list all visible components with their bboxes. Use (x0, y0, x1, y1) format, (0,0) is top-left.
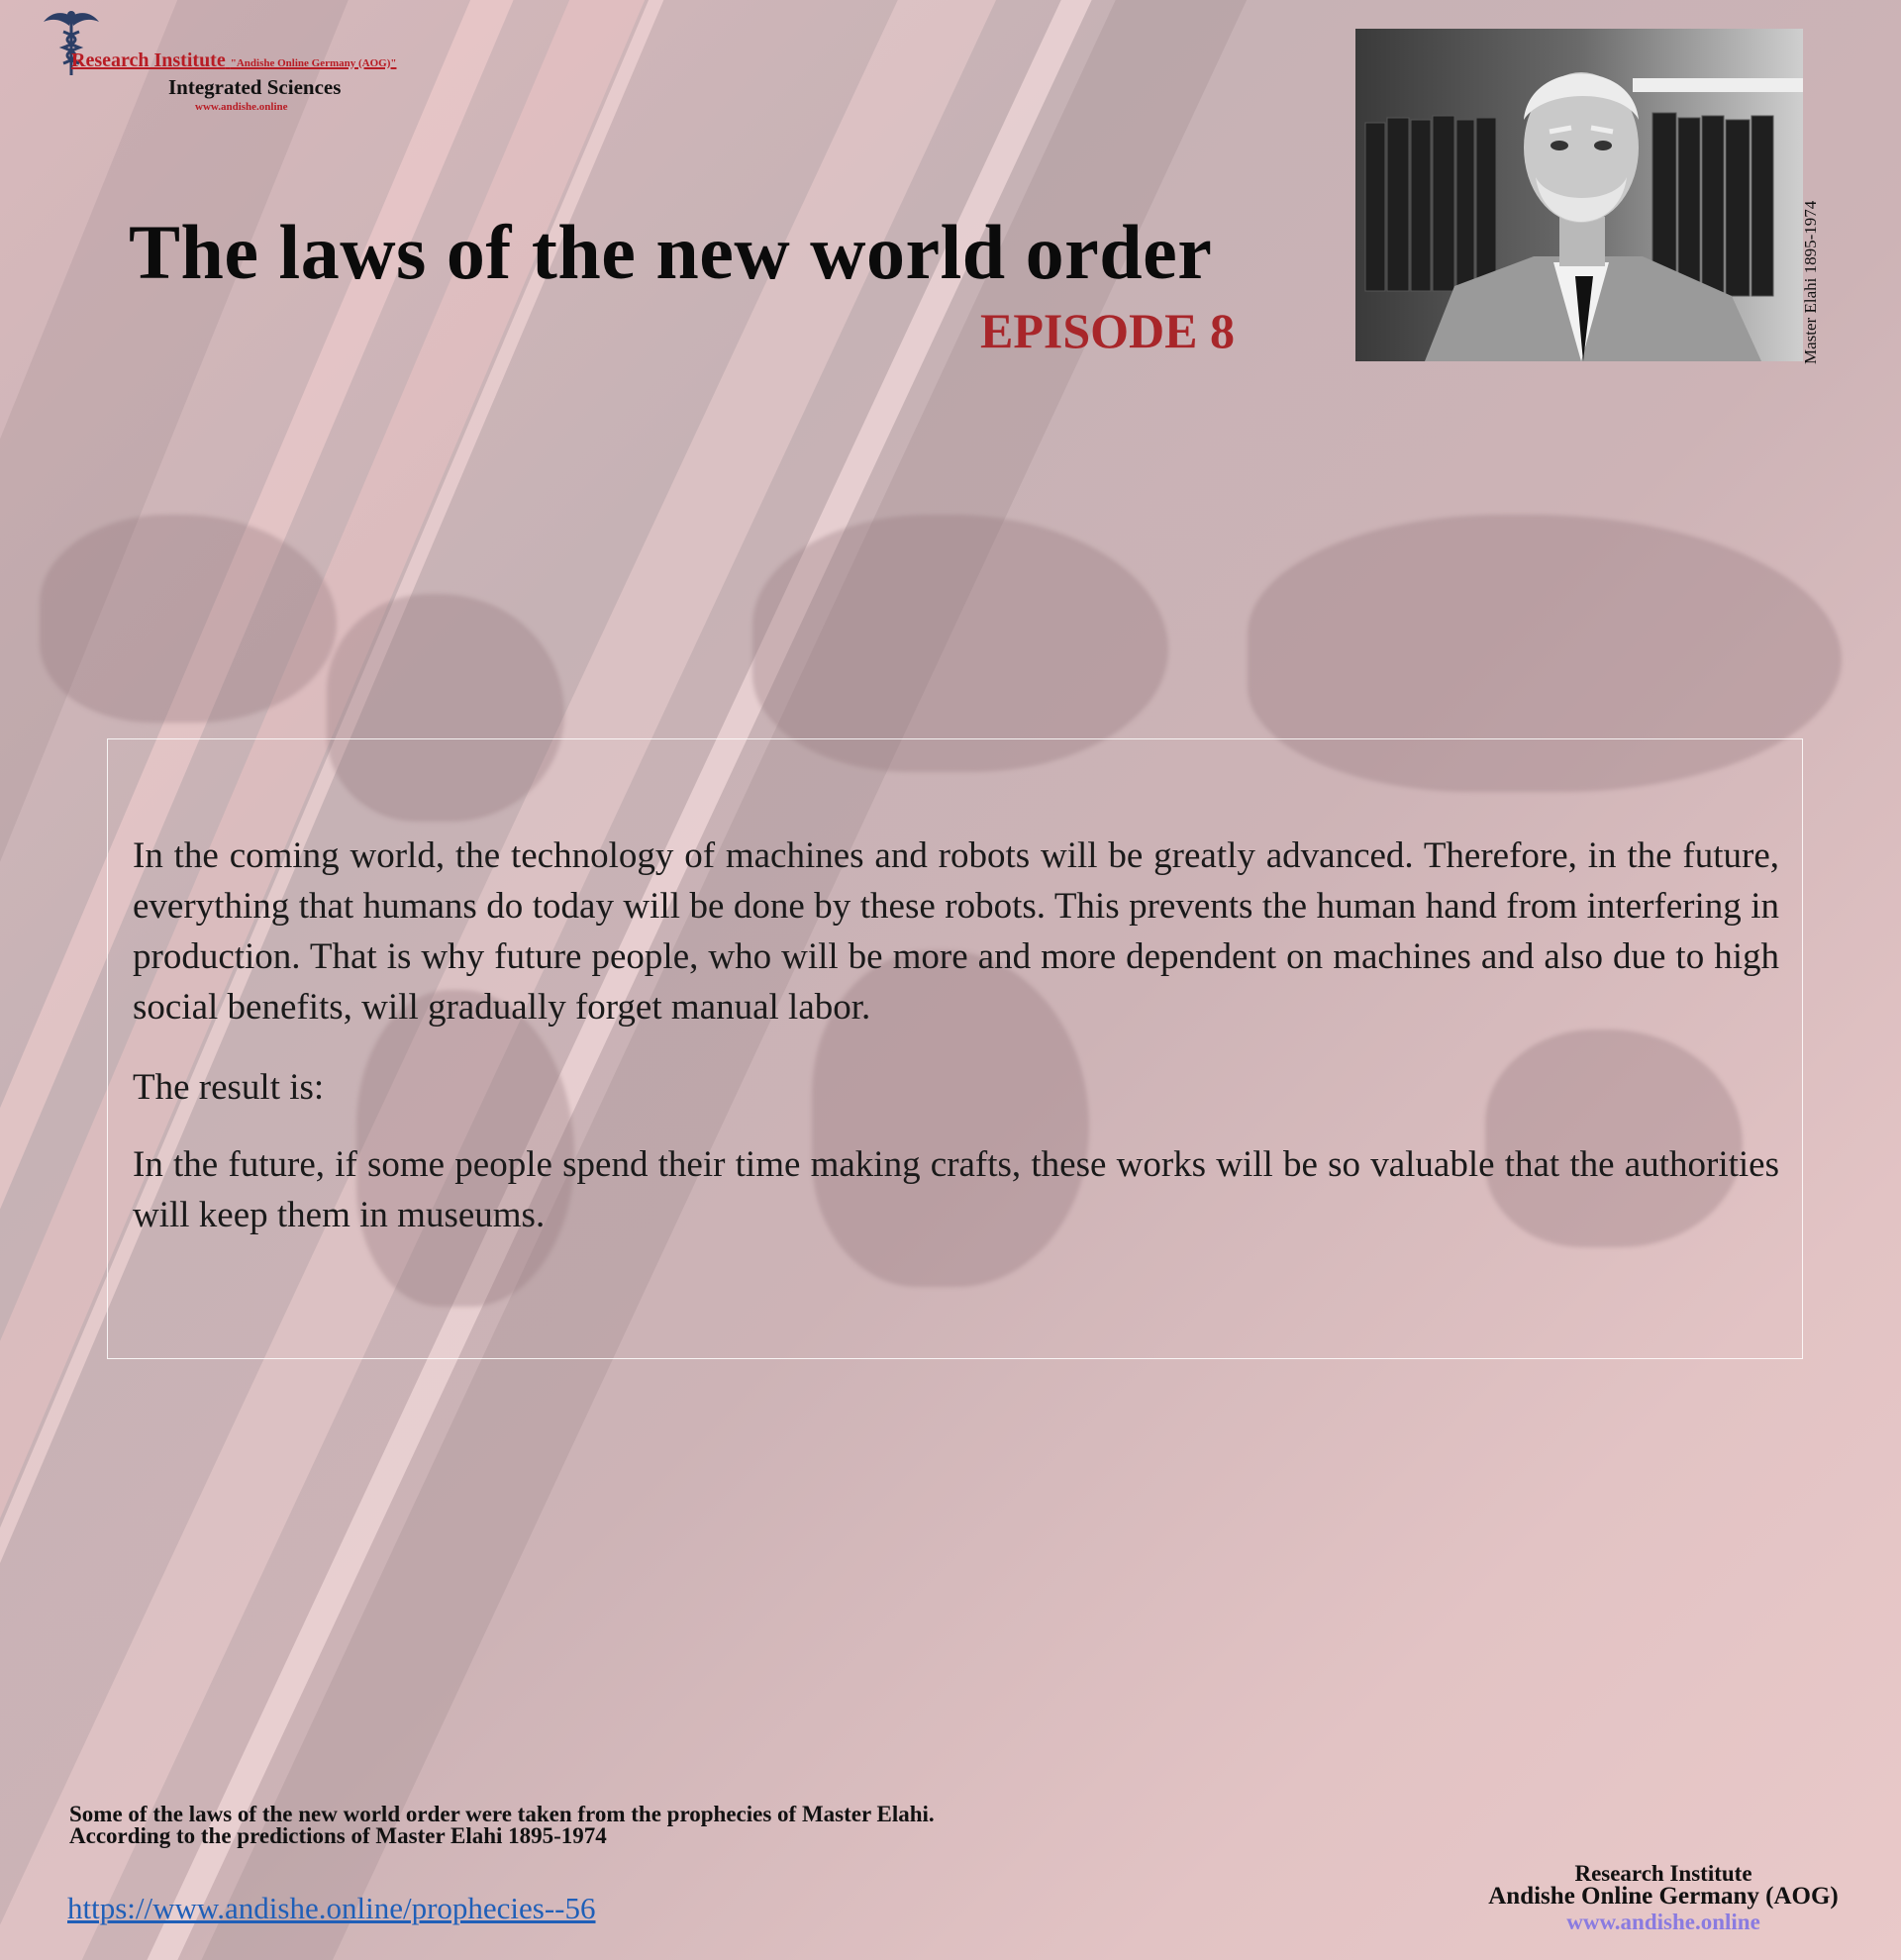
institute-logo (42, 8, 487, 117)
map-shape (40, 515, 337, 723)
footer-brand-title: Research Institute (1574, 1861, 1752, 1886)
footer-brand-url: www.andishe.online (1566, 1910, 1760, 1934)
content-paragraph: In the coming world, the technology of machines and robots will be greatly advanced. Therefore, in the future, everything that humans do today will be done by these robots. This prevents the human hand from interfering in production. That is why future people, who will be more and more dependent on machines and also due to high social benefits, will gradually forget manual labor. (133, 835, 1779, 1028)
footer-brand-name: Andishe Online Germany (AOG) (1488, 1883, 1839, 1910)
footer-note-line: Some of the laws of the new world order were taken from the prophecies of Master Elahi. (69, 1802, 935, 1826)
logo-title: Research Institute "Andishe Online Germany (AOG)" (71, 49, 397, 71)
page-title: The laws of the new world order (129, 209, 1213, 295)
footer-brand (1465, 1863, 1861, 1936)
content-box (107, 738, 1803, 1359)
episode-label: EPISODE 8 (979, 303, 1235, 358)
footer-note-line: According to the predictions of Master Elahi 1895-1974 (69, 1823, 607, 1848)
footer-note (69, 1804, 935, 1847)
map-shape (752, 515, 1168, 772)
logo-subtitle: Integrated Sciences (168, 75, 342, 99)
content-paragraph: The result is: (133, 1067, 325, 1108)
logo-url: www.andishe.online (195, 101, 288, 113)
prophecies-link[interactable]: https://www.andishe.online/prophecies--56 (67, 1891, 596, 1925)
content-paragraph: In the future, if some people spend their time making crafts, these works will be so valuable that the authorities will keep them in museums. (133, 1144, 1779, 1235)
portrait-caption: Master Elahi 1895-1974 (1801, 200, 1820, 364)
portrait-photo (1355, 29, 1803, 361)
